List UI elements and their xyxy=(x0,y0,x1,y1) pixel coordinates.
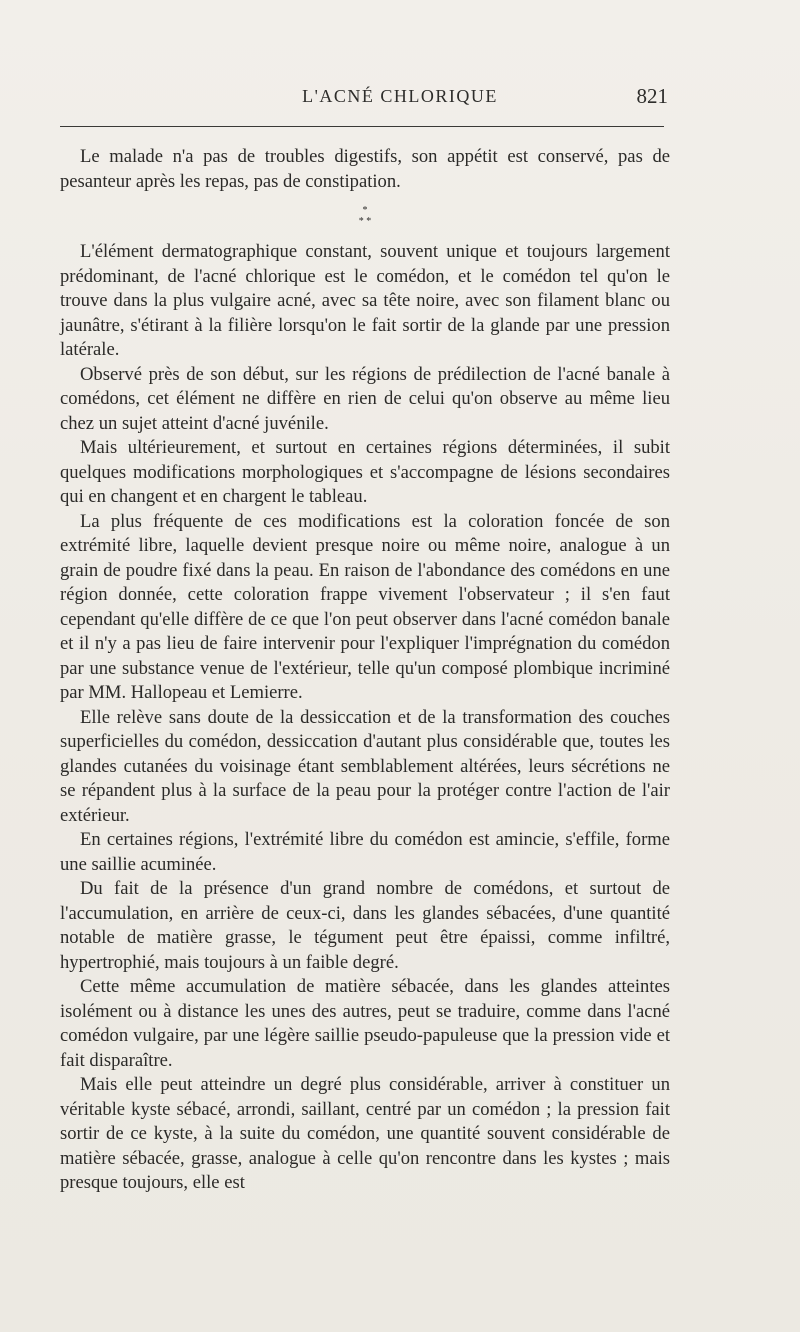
asterism-top: * xyxy=(362,205,368,216)
paragraph: En certaines régions, l'extrémité libre du comédon est amincie, s'effile, forme une saillie acuminée. xyxy=(60,829,670,875)
paragraph: Observé près de son début, sur les régions de prédilection de l'acné banale à comédons, cet élément ne diffère en rien de celui qu'on observe au même lieu chez un sujet atteint d'acné juvénile. xyxy=(60,363,670,434)
intro-paragraph: Le malade n'a pas de troubles digestifs, son appétit est conservé, pas de pesanteur après les repas, pas de constipation. xyxy=(60,146,670,192)
asterism-bottom: * * xyxy=(358,216,372,227)
header-rule xyxy=(60,126,664,127)
paragraph: Elle relève sans doute de la dessiccation et de la transformation des couches superficielles du comédon, dessiccation d'autant plus considérable que, toutes les glandes cutanées du voisinage étant semblablement altérées, leurs sécrétions ne se répandent plus à la surface de la peau pour la protéger contre l'action de l'air extérieur. xyxy=(60,706,670,826)
paragraph: Cette même accumulation de matière sébacée, dans les glandes atteintes isolément ou à distance les unes des autres, peut se traduire, comme dans l'acné comédon vulgaire, par une légère saillie pseudo-papuleuse que la pression vide et fait disparaître. xyxy=(60,976,670,1071)
paragraph: Mais elle peut atteindre un degré plus considérable, arriver à constituer un véritable kyste sébacé, arrondi, saillant, centré par un comédon ; la pression fait sortir de ce kyste, à la suite du comédon, une quantité souvent considérable de matière sébacée, grasse, analogue à celle qu'on rencontre dans les kystes ; mais presque toujours, elle est xyxy=(60,1074,670,1193)
page-number: 821 xyxy=(636,84,668,108)
section-break-asterism xyxy=(60,206,670,228)
paragraph: Du fait de la présence d'un grand nombre de comédons, et surtout de l'accumulation, en arrière de ceux-ci, dans les glandes sébacées, d'une quantité notable de matière grasse, le tégument peut être épaissi, comme infiltré, hypertrophié, mais toujours à un faible degré. xyxy=(60,878,670,973)
running-header-title: L'ACNÉ CHLORIQUE xyxy=(302,86,498,106)
paragraph: La plus fréquente de ces modifications est la coloration foncée de son extrémité libre, laquelle devient presque noire ou même noire, analogue à un grain de poudre fixé dans la peau. En raison de l'abondance des comédons en une région donnée, cette coloration frappe vivement l'observateur ; il s'en faut cependant qu'elle diffère de ce que l'on peut observer dans l'acné comédon banale et il n'y a pas lieu de faire intervenir pour l'expliquer l'imprégnation du comédon par une substance venue de l'extérieur, telle qu'un composé plombique incriminé par MM. Hallopeau et Lemierre. xyxy=(60,510,670,703)
body-text xyxy=(60,145,670,1196)
paragraph: L'élément dermatographique constant, souvent unique et toujours largement prédominant, de l'acné chlorique est le comédon, et le comédon tel qu'on le trouve dans la plus vulgaire acné, avec sa tête noire, avec son filament blanc ou jaunâtre, s'étirant à la filière lorsqu'on le fait sortir de la glande par une pression latérale. xyxy=(60,241,670,360)
paragraph: Mais ultérieurement, et surtout en certaines régions déterminées, il subit quelques modifications morphologiques et s'accompagne de lésions secondaires qui en changent et en chargent le tableau. xyxy=(60,437,670,507)
